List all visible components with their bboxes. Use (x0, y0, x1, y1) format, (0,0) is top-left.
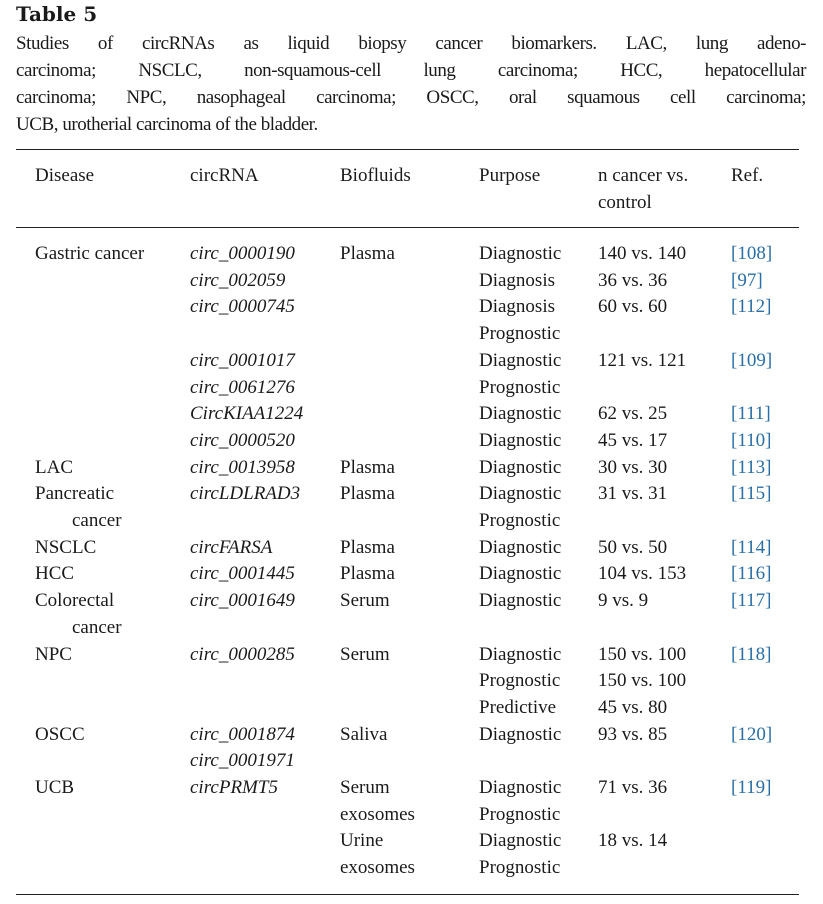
header-control: control (598, 192, 652, 213)
header-disease: Disease (35, 165, 95, 186)
cell-disease: cancer (72, 510, 122, 531)
cell-purpose: Diagnostic (479, 777, 562, 798)
cell-purpose: Diagnostic (479, 644, 562, 665)
cell-biofluid: Saliva (340, 724, 388, 745)
cell-disease: Gastric cancer (35, 243, 145, 264)
table-title: Table 5 (16, 2, 98, 26)
header-ref: Ref. (731, 165, 764, 186)
cell-ref[interactable]: [114] (731, 537, 772, 558)
cell-ref[interactable]: [116] (731, 563, 772, 584)
table-top-rule (16, 149, 799, 150)
cell-biofluid: Serum (340, 590, 390, 611)
table-caption (16, 30, 806, 138)
cell-biofluid: Plasma (340, 483, 395, 504)
cell-circrna: circFARSA (190, 537, 273, 558)
cell-purpose: Diagnosis (479, 270, 555, 291)
table-header-rule (16, 227, 799, 228)
cell-circrna: CircKIAA1224 (190, 403, 304, 424)
cell-disease: Pancreatic (35, 483, 115, 504)
cell-biofluid: Urine (340, 830, 384, 851)
cell-n: 45 vs. 80 (598, 697, 668, 718)
cell-n: 150 vs. 100 (598, 644, 687, 665)
cell-n: 31 vs. 31 (598, 483, 668, 504)
cell-ref[interactable]: [120] (731, 724, 773, 745)
header-circrna: circRNA (190, 165, 259, 186)
cell-biofluid: Plasma (340, 563, 395, 584)
cell-n: 50 vs. 50 (598, 537, 668, 558)
cell-disease: HCC (35, 563, 75, 584)
cell-n: 36 vs. 36 (598, 270, 668, 291)
cell-ref[interactable]: [111] (731, 403, 771, 424)
cell-circrna: circ_0000190 (190, 243, 295, 264)
cell-circrna: circ_0000745 (190, 296, 295, 317)
cell-ref[interactable]: [118] (731, 644, 772, 665)
cell-purpose: Diagnostic (479, 590, 562, 611)
cell-n: 140 vs. 140 (598, 243, 687, 264)
cell-n: 45 vs. 17 (598, 430, 668, 451)
cell-biofluid: Plasma (340, 457, 395, 478)
cell-purpose: Prognostic (479, 323, 561, 344)
cell-purpose: Diagnostic (479, 537, 562, 558)
cell-circrna: circ_0001971 (190, 750, 295, 771)
cell-purpose: Diagnostic (479, 457, 562, 478)
cell-purpose: Diagnosis (479, 296, 555, 317)
cell-biofluid: Plasma (340, 537, 395, 558)
cell-n: 9 vs. 9 (598, 590, 649, 611)
header-biofluids: Biofluids (340, 165, 411, 186)
cell-n: 104 vs. 153 (598, 563, 687, 584)
cell-circrna: circ_002059 (190, 270, 286, 291)
cell-biofluid: exosomes (340, 804, 415, 825)
header-purpose: Purpose (479, 165, 541, 186)
cell-purpose: Diagnostic (479, 350, 562, 371)
cell-disease: UCB (35, 777, 75, 798)
cell-n: 30 vs. 30 (598, 457, 668, 478)
cell-circrna: circ_0000520 (190, 430, 295, 451)
table-bottom-rule (16, 894, 799, 895)
cell-ref[interactable]: [113] (731, 457, 772, 478)
cell-ref[interactable]: [109] (731, 350, 773, 371)
cell-biofluid: Plasma (340, 243, 395, 264)
cell-circrna: circPRMT5 (190, 777, 278, 798)
cell-purpose: Diagnostic (479, 243, 562, 264)
cell-n: 18 vs. 14 (598, 830, 668, 851)
cell-disease: LAC (35, 457, 73, 478)
cell-purpose: Diagnostic (479, 403, 562, 424)
cell-circrna: circ_0061276 (190, 377, 295, 398)
cell-ref[interactable]: [112] (731, 296, 772, 317)
cell-ref[interactable]: [117] (731, 590, 772, 611)
cell-n: 62 vs. 25 (598, 403, 668, 424)
cell-disease: NPC (35, 644, 72, 665)
cell-purpose: Diagnostic (479, 830, 562, 851)
cell-purpose: Prognostic (479, 670, 561, 691)
cell-n: 93 vs. 85 (598, 724, 668, 745)
cell-ref[interactable]: [119] (731, 777, 772, 798)
cell-disease: NSCLC (35, 537, 97, 558)
cell-n: 60 vs. 60 (598, 296, 668, 317)
cell-n: 121 vs. 121 (598, 350, 687, 371)
cell-circrna: circ_0000285 (190, 644, 295, 665)
cell-purpose: Prognostic (479, 377, 561, 398)
cell-purpose: Prognostic (479, 510, 561, 531)
cell-purpose: Diagnostic (479, 563, 562, 584)
cell-purpose: Prognostic (479, 804, 561, 825)
cell-circrna: circ_0001874 (190, 724, 295, 745)
cell-biofluid: Serum (340, 644, 390, 665)
cell-ref[interactable]: [110] (731, 430, 772, 451)
header-n-cancer: n cancer vs. (598, 165, 689, 186)
cell-disease: Colorectal (35, 590, 115, 611)
caption-line: carcinoma; NPC, nasophageal carcinoma; OSCC, oral squamous cell carcinoma; (16, 87, 806, 108)
cell-n: 71 vs. 36 (598, 777, 668, 798)
cell-ref[interactable]: [115] (731, 483, 772, 504)
caption-line: carcinoma; NSCLC, non-squamous-cell lung carcinoma; HCC, hepatocellular (16, 60, 806, 81)
cell-circrna: circ_0001649 (190, 590, 295, 611)
cell-purpose: Diagnostic (479, 724, 562, 745)
cell-ref[interactable]: [108] (731, 243, 773, 264)
caption-line: UCB, urotherial carcinoma of the bladder. (16, 114, 318, 135)
cell-disease: cancer (72, 617, 122, 638)
cell-purpose: Predictive (479, 697, 557, 718)
cell-circrna: circ_0013958 (190, 457, 295, 478)
cell-purpose: Diagnostic (479, 483, 562, 504)
cell-n: 150 vs. 100 (598, 670, 687, 691)
cell-purpose: Prognostic (479, 857, 561, 878)
cell-circrna: circ_0001017 (190, 350, 295, 371)
cell-disease: OSCC (35, 724, 85, 745)
cell-circrna: circLDLRAD3 (190, 483, 301, 504)
caption-line: Studies of circRNAs as liquid biopsy cancer biomarkers. LAC, lung adeno- (16, 33, 806, 54)
cell-biofluid: Serum (340, 777, 390, 798)
cell-ref[interactable]: [97] (731, 270, 763, 291)
cell-purpose: Diagnostic (479, 430, 562, 451)
cell-circrna: circ_0001445 (190, 563, 295, 584)
cell-biofluid: exosomes (340, 857, 415, 878)
